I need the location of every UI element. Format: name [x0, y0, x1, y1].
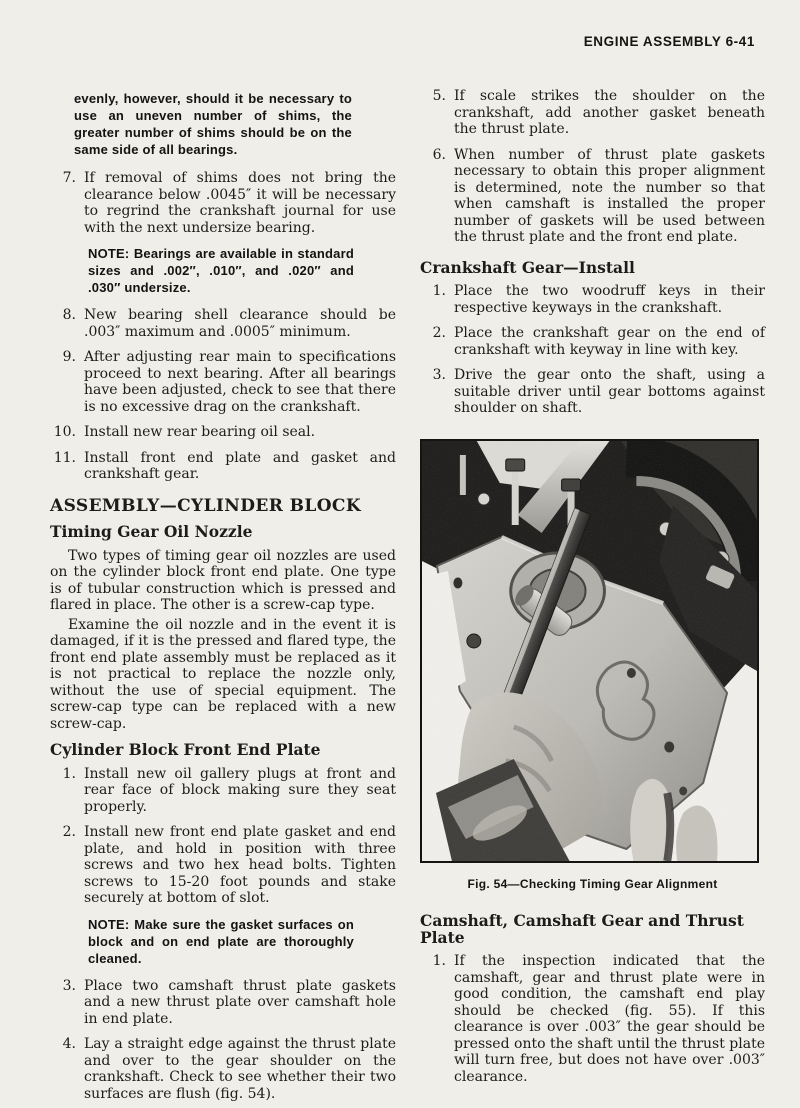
- list-item-number: 1.: [62, 765, 76, 782]
- list-item-text: If scale strikes the shoulder on the crankshaft, add another gasket beneath the thrust plate.: [454, 88, 765, 137]
- list-item-text: When number of thrust plate gaskets necessary to obtain this proper alignment is determined, note the number so that when camshaft is installed the proper number of gaskets will be used between the thrust plate and the front end plate.: [454, 146, 765, 245]
- subheading-timing-gear-oil-nozzle: Timing Gear Oil Nozzle: [50, 522, 253, 541]
- list-item: [420, 88, 765, 138]
- list-item-number: 11.: [53, 449, 76, 466]
- list-item-text: Place the crankshaft gear on the end of crankshaft with keyway in line with key.: [454, 325, 765, 358]
- list-item: [420, 147, 765, 246]
- list-item-number: 1.: [432, 953, 446, 969]
- list-item: [50, 170, 396, 236]
- list-item: [420, 283, 765, 316]
- list-item: [420, 367, 765, 417]
- list-item-number: 2.: [432, 325, 446, 341]
- subheading-camshaft-gear-thrust-plate: Camshaft, Camshaft Gear and Thrust Plate: [420, 911, 744, 947]
- paragraph: Examine the oil nozzle and in the event it is damaged, if it is the pressed and flared type, the front end plate assembly must be replaced as it is not practical to replace the nozzle only, without the use of special equipment. The screw-cap type can be replaced with a new screw-cap.: [50, 616, 396, 732]
- paragraph: Two types of timing gear oil nozzles are used on the cylinder block front end plate. One type is of tubular construction which is pressed and flared in place. The other is a screw-cap type.: [50, 547, 396, 613]
- list-item: [50, 824, 396, 907]
- list-item: [50, 424, 396, 441]
- list-item-text: If removal of shims does not bring the clearance below .0045″ it will be necessary to regrind the crankshaft journal for use with the next undersize bearing.: [84, 170, 396, 236]
- list-item-text: Install new rear bearing oil seal.: [84, 424, 316, 440]
- continuation-note: evenly, however, should it be necessary to use an uneven number of shims, the greater number of shims should be on the same side of all bearings.: [74, 91, 352, 157]
- list-item-number: 8.: [62, 307, 76, 323]
- figure-caption: Fig. 54—Checking Timing Gear Alignment: [467, 876, 718, 891]
- list-item-text: New bearing shell clearance should be .003″ maximum and .0005″ minimum.: [84, 307, 396, 340]
- list-item-text: Lay a straight edge against the thrust plate and over to the gear shoulder on the crankshaft. Check to see whether their two surfaces are flush (fig. 54).: [84, 1036, 396, 1102]
- list-item: [50, 307, 396, 340]
- list-item-text: Install new oil gallery plugs at front and rear face of block making sure they seat properly.: [84, 765, 396, 815]
- list-item: [50, 1036, 396, 1102]
- list-item-number: 7.: [62, 170, 76, 186]
- list-item-number: 9.: [62, 349, 76, 365]
- list-item: [50, 978, 396, 1028]
- list-item-number: 5.: [432, 88, 446, 104]
- list-item-text: If the inspection indicated that the camshaft, gear and thrust plate were in good condition, the camshaft end play should be checked (fig. 55). If this clearance is over .003″ the gear should be pressed onto the shaft until the thrust plate will turn free, but does not have over .003″ clearance.: [454, 953, 765, 1085]
- list-item: [420, 953, 765, 1085]
- note-gasket-surfaces: NOTE: Make sure the gasket surfaces on block and on end plate are thoroughly cleaned.: [88, 916, 354, 966]
- note-bearings: NOTE: Bearings are available in standard sizes and .002″, .010″, and .020″ and .030″ undersize.: [88, 246, 354, 295]
- fig-54-photo: [420, 439, 759, 863]
- list-item-text: Place the two woodruff keys in their respective keyways in the crankshaft.: [454, 283, 765, 316]
- list-item-text: After adjusting rear main to specifications proceed to next bearing. After all bearings have been adjusted, check to see that there is no excessive drag on the crankshaft.: [84, 349, 396, 415]
- list-item: [50, 450, 396, 483]
- subheading-crankshaft-gear-install: Crankshaft Gear—Install: [420, 257, 635, 277]
- list-item: [50, 349, 396, 415]
- list-item-text: Place two camshaft thrust plate gaskets and a new thrust plate over camshaft hole in end plate.: [84, 977, 396, 1027]
- list-item-number: 10.: [53, 424, 76, 440]
- right-column: [420, 88, 765, 1094]
- list-item-number: 4.: [62, 1036, 76, 1052]
- list-item: [50, 766, 396, 816]
- list-item-number: 3.: [62, 977, 76, 994]
- list-item-number: 3.: [432, 367, 446, 383]
- list-item-number: 1.: [432, 283, 446, 299]
- page-header: ENGINE ASSEMBLY 6-41: [583, 34, 755, 49]
- list-item-text: Drive the gear onto the shaft, using a suitable driver until gear bottoms against shoulder on shaft.: [454, 367, 765, 416]
- subheading-cylinder-block-front-end-plate: Cylinder Block Front End Plate: [50, 740, 321, 759]
- list-item: [420, 325, 765, 358]
- list-item-text: Install front end plate and gasket and crankshaft gear.: [84, 449, 396, 482]
- list-item-number: 6.: [432, 146, 446, 163]
- list-item-text: Install new front end plate gasket and end plate, and hold in position with three screws and two hex head bolts. Tighten screws to 15-20 foot pounds and stake securely at bottom of slot.: [84, 824, 396, 906]
- section-heading-assembly-cylinder-block: ASSEMBLY—CYLINDER BLOCK: [50, 495, 362, 516]
- list-item-number: 2.: [62, 824, 76, 840]
- left-column: [50, 88, 396, 1108]
- timing-gear-photo-illustration: [422, 441, 757, 861]
